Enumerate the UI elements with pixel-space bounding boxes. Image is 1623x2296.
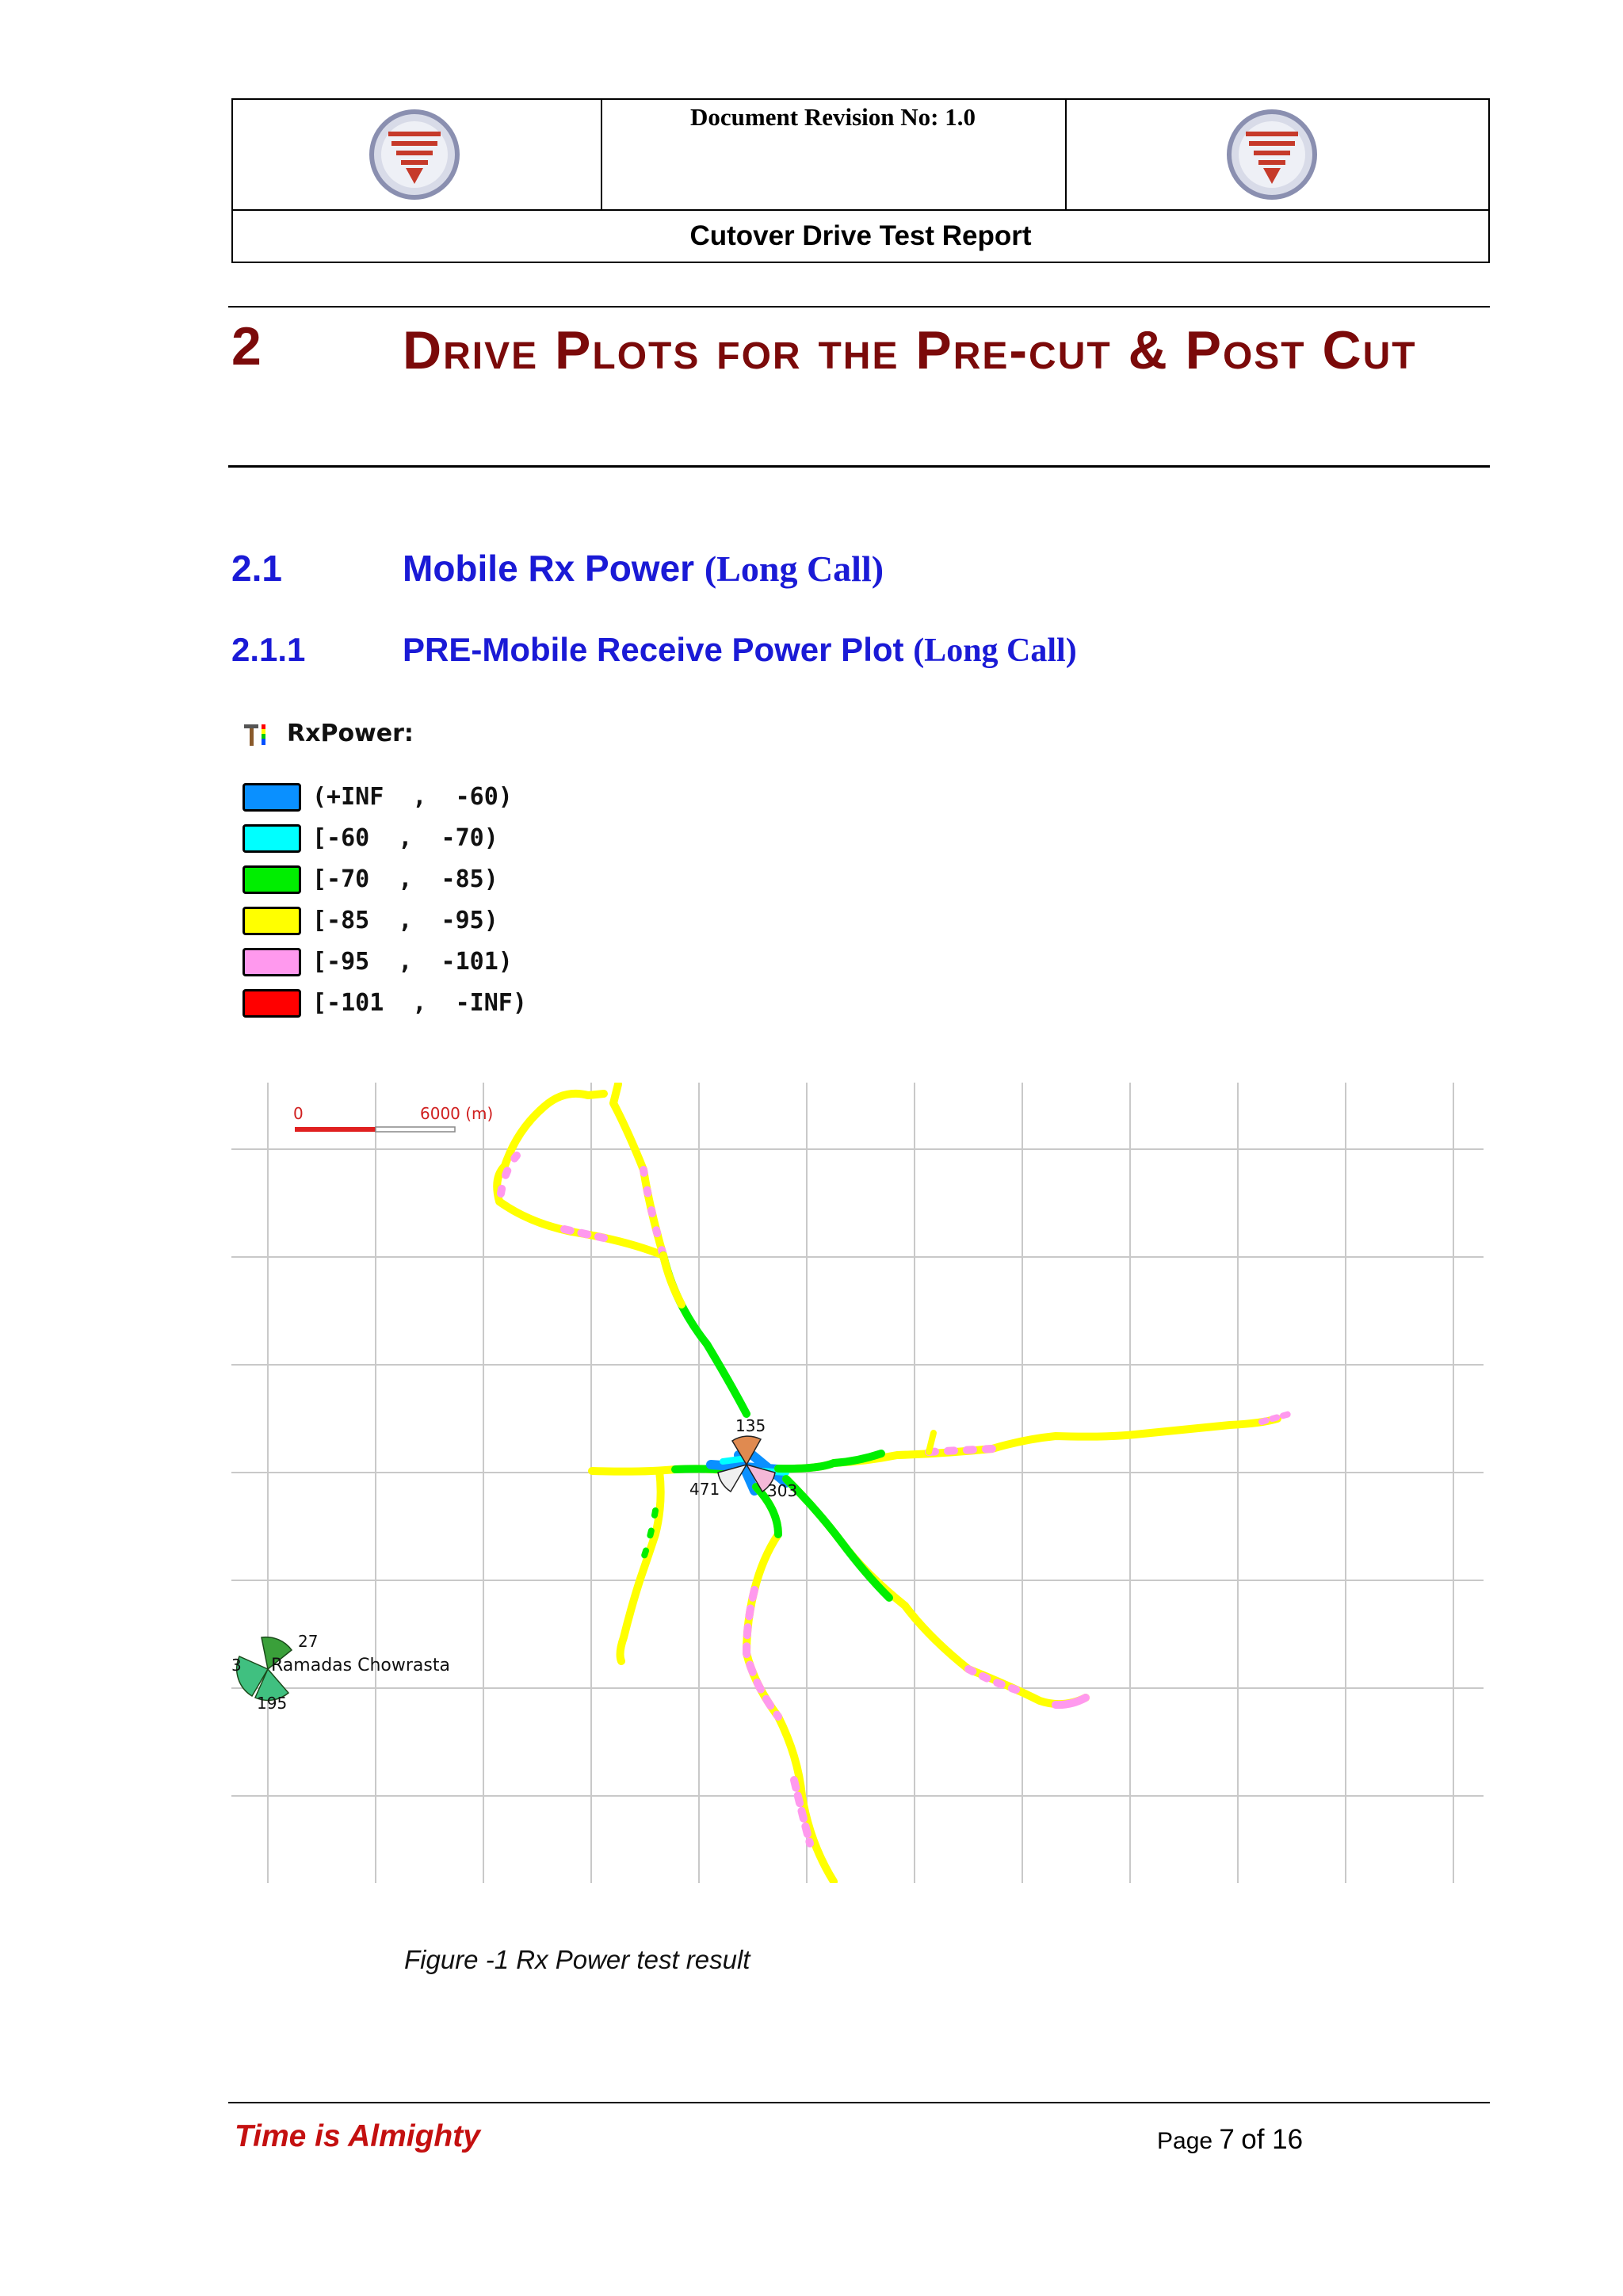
page-prefix: Page — [1157, 2128, 1213, 2154]
map-scale-bar — [293, 1104, 493, 1132]
footer-rule — [228, 2102, 1490, 2103]
page-number — [1157, 2124, 1303, 2156]
page-total: of 16 — [1241, 2124, 1304, 2155]
subsubsection-heading — [403, 631, 1077, 670]
route-southwest — [621, 1471, 661, 1661]
cell-label-3: 3 — [231, 1656, 242, 1675]
route-north-trunk — [663, 1255, 747, 1414]
section-rule-top — [228, 306, 1490, 308]
drive-routes — [497, 1084, 1289, 1881]
header-revision-cell — [601, 100, 1067, 209]
legend-swatch — [242, 989, 301, 1018]
subsubsection-number: 2.1.1 — [231, 631, 306, 668]
legend-title-text: RxPower: — [287, 720, 414, 747]
legend-swatch — [242, 907, 301, 935]
subsection-suffix: (Long Call) — [704, 548, 884, 589]
legend-label: [-95 , -101) — [312, 948, 513, 976]
legend-swatch — [242, 865, 301, 894]
company-logo-icon — [1225, 108, 1319, 201]
footer-slogan: Time is Almighty — [235, 2119, 480, 2153]
route-southeast-weak — [1056, 1698, 1086, 1705]
legend-label: [-101 , -INF) — [312, 989, 527, 1017]
company-logo-icon — [368, 108, 461, 201]
header-logo-cell-right — [1067, 100, 1488, 209]
scale-end-label: 6000 (m) — [420, 1104, 494, 1123]
legend-label: [-70 , -85) — [312, 865, 498, 893]
subsection-title: Mobile Rx Power — [403, 548, 695, 589]
section-title: Drive Plots for the Pre-cut & Post Cut — [403, 320, 1417, 380]
legend-label: (+INF , -60) — [312, 783, 513, 811]
header-logo-cell-left — [233, 100, 602, 209]
page-current: 7 — [1219, 2124, 1235, 2155]
cell-label-27: 27 — [298, 1632, 319, 1651]
figure-caption: Figure -1 Rx Power test result — [404, 1945, 750, 1974]
document-revision: Document Revision No: 1.0 — [690, 103, 976, 131]
legend-swatch — [242, 948, 301, 976]
legend-swatch — [242, 783, 301, 812]
route-north-loop-weak — [564, 1229, 604, 1238]
map-grid — [231, 1083, 1484, 1883]
cell-label-303: 303 — [767, 1481, 798, 1500]
legend-label: [-60 , -70) — [312, 824, 498, 852]
legend-swatch — [242, 824, 301, 853]
report-title: Cutover Drive Test Report — [689, 220, 1032, 251]
subsection-number: 2.1 — [231, 548, 282, 589]
site-label-ramadas: Ramadas Chowrasta — [271, 1656, 450, 1675]
legend-label: [-85 , -95) — [312, 907, 498, 934]
cell-label-135: 135 — [735, 1416, 766, 1435]
cell-label-195: 195 — [257, 1694, 288, 1713]
route-north-trunk-yellow — [663, 1255, 682, 1305]
route-southeast — [786, 1479, 1086, 1704]
subsubsection-suffix: (Long Call) — [913, 632, 1077, 669]
route-east-green — [778, 1454, 881, 1469]
section-number: 2 — [231, 316, 262, 376]
section-rule-bottom — [228, 465, 1490, 468]
subsection-heading — [403, 547, 884, 590]
legend-title — [242, 720, 414, 747]
cell-label-471: 471 — [689, 1480, 720, 1499]
document-header-table — [231, 98, 1490, 263]
drive-test-map — [231, 1083, 1484, 1883]
route-east-tip — [1262, 1414, 1289, 1422]
subsubsection-title: PRE-Mobile Receive Power Plot — [403, 631, 904, 668]
scale-start-label: 0 — [293, 1104, 304, 1123]
header-top-row — [233, 100, 1488, 211]
